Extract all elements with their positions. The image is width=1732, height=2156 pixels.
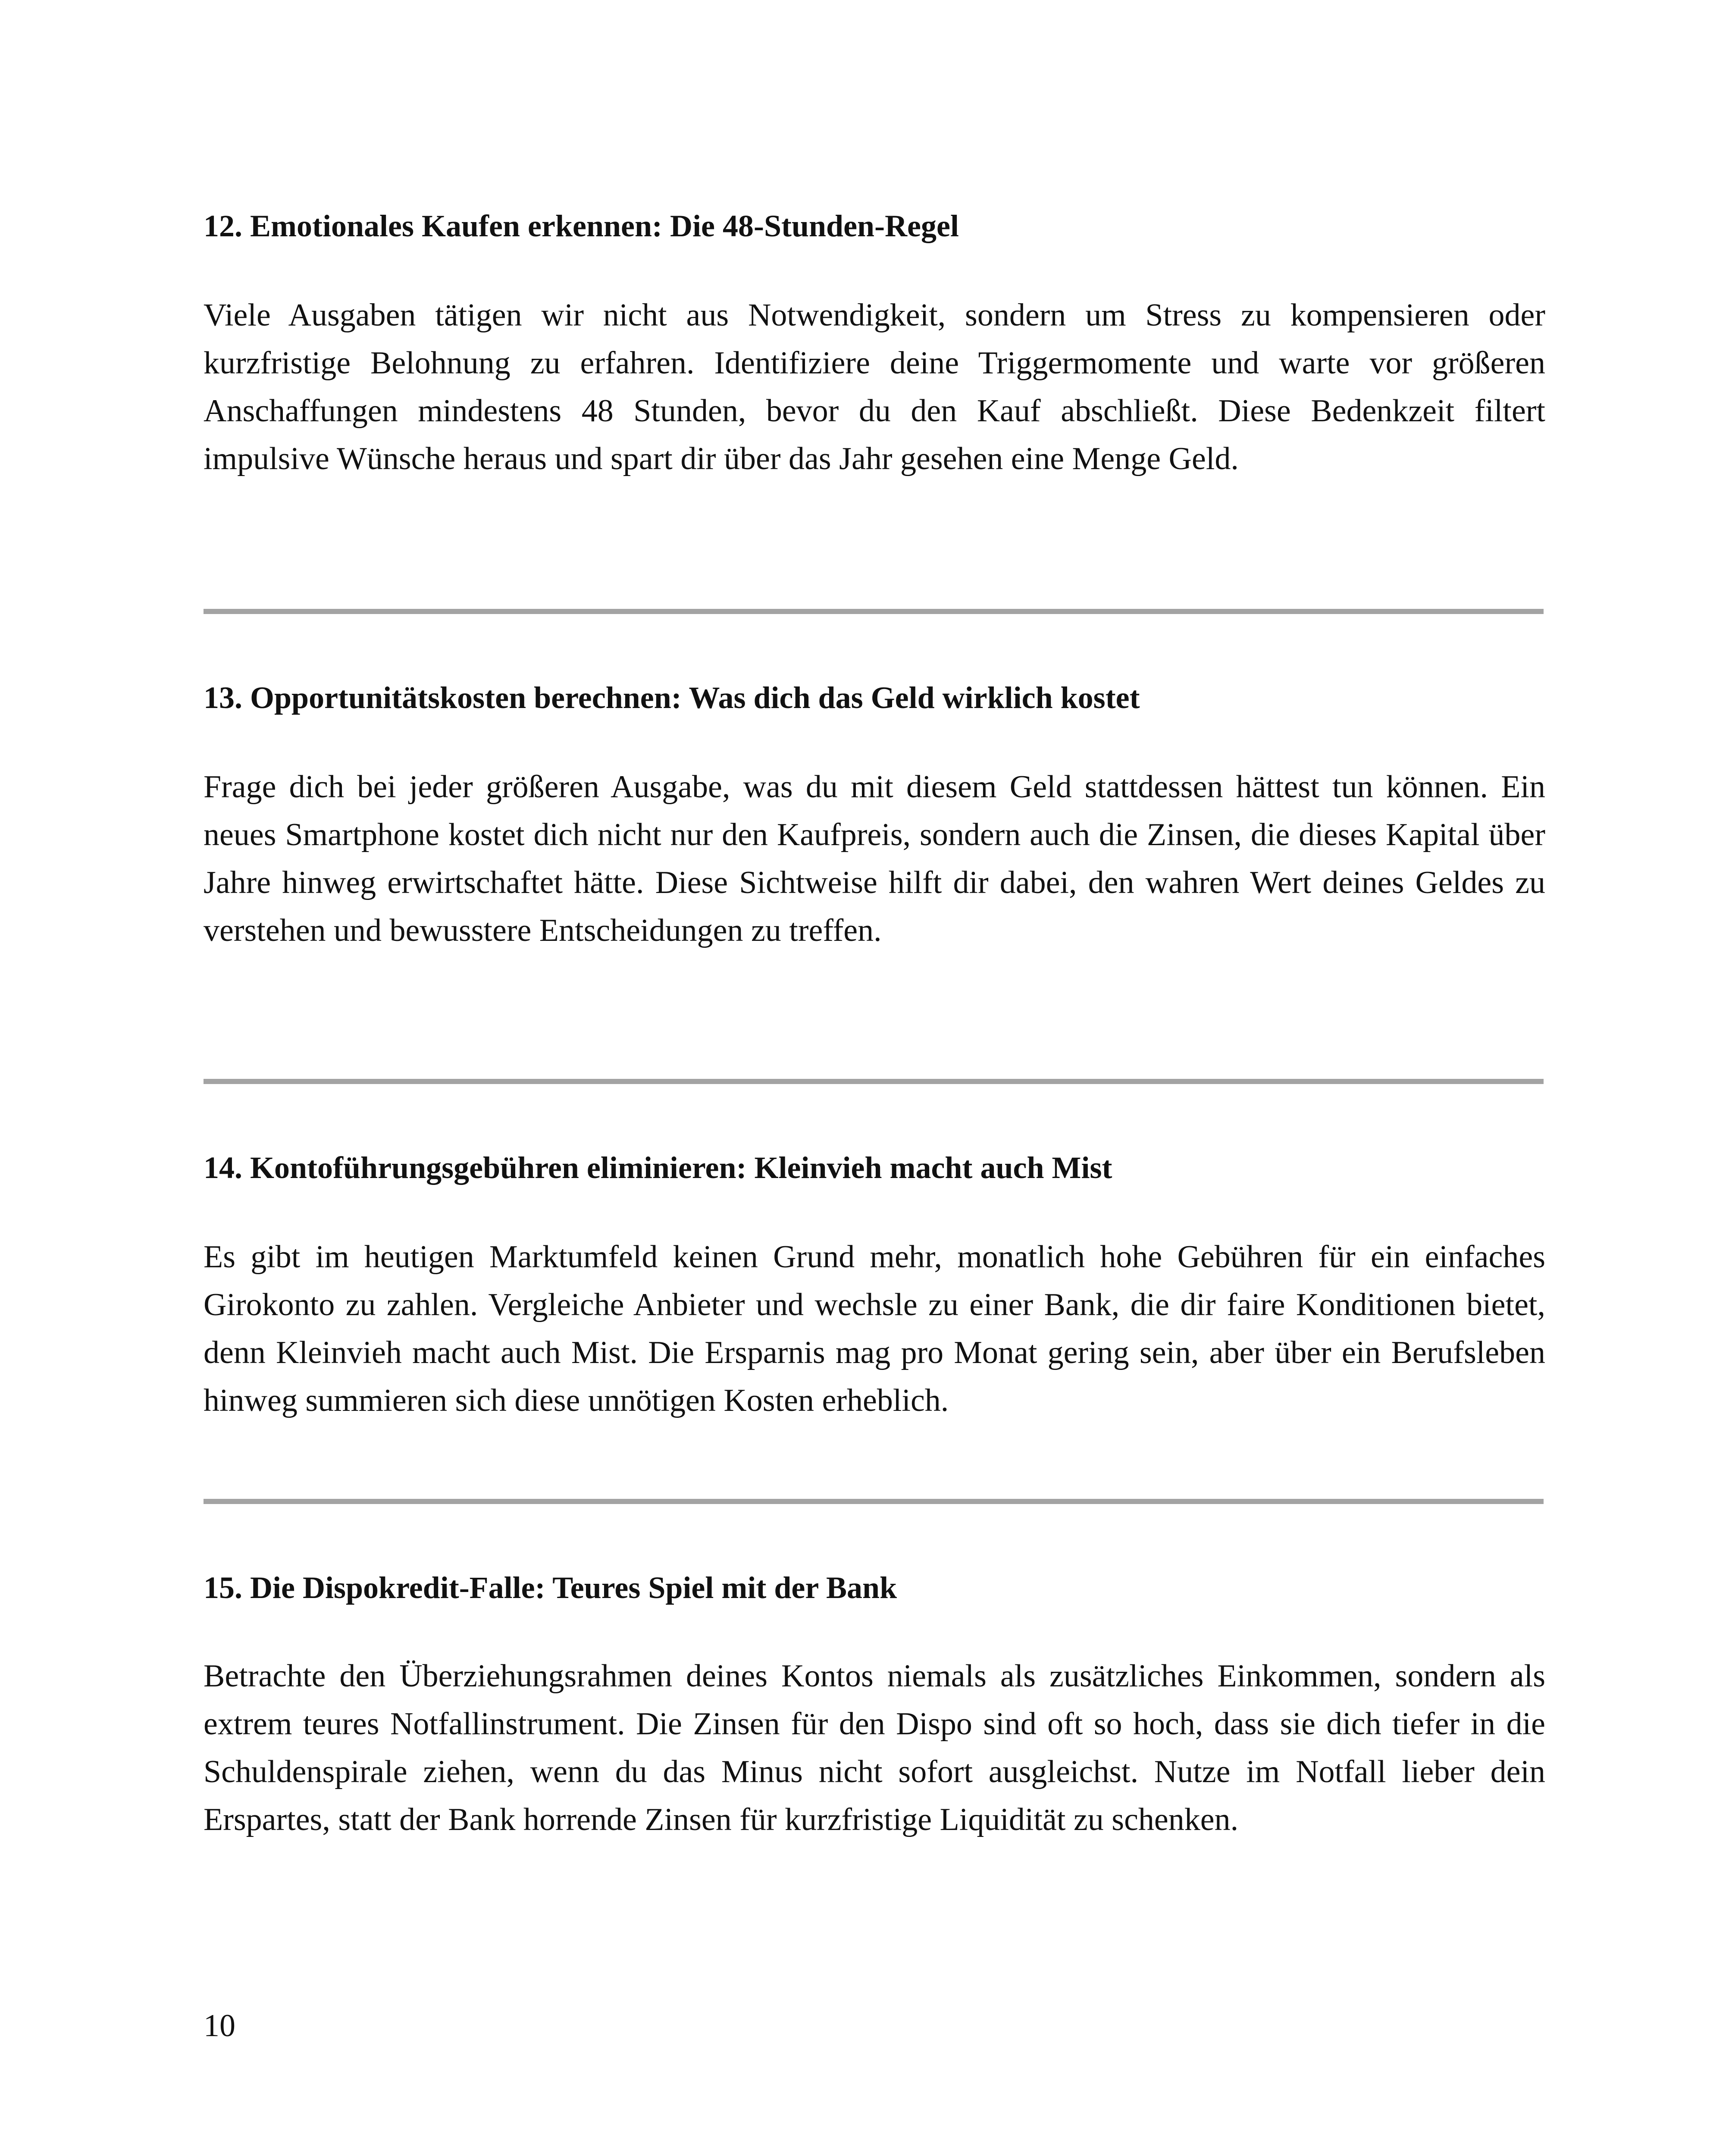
section-body-12: Viele Ausgaben tätigen wir nicht aus Notwendigkeit, sondern um Stress zu kompensieren oder kurzfristige Belohnung zu erfahren. Identifiziere deine Triggermomente und warte vor größeren Anschaffungen mindestens 48 Stunden, bevor du den Kauf abschließt. Diese Bedenkzeit filtert impulsive Wünsche heraus und spart dir über das Jahr gesehen eine Menge Geld. [204,298,1545,476]
section-divider [204,1499,1544,1504]
section-body-15: Betrachte den Überziehungsrahmen deines Kontos niemals als zusätzliches Einkommen, sondern als extrem teures Notfallinstrument. Die Zinsen für den Dispo sind oft so hoch, dass sie dich tiefer in die Schuldenspirale ziehen, wenn du das Minus nicht sofort ausgleichst. Nutze im Notfall lieber dein Erspartes, statt der Bank horrende Zinsen für kurzfristige Liquidität zu schenken. [204,1658,1545,1837]
section-heading-12: 12. Emotionales Kaufen erkennen: Die 48-Stunden-Regel [204,209,959,243]
section-body-14: Es gibt im heutigen Marktumfeld keinen Grund mehr, monatlich hohe Gebühren für ein einfaches Girokonto zu zahlen. Vergleiche Anbieter und wechsle zu einer Bank, die dir faire Konditionen bietet, denn Kleinvieh macht auch Mist. Die Ersparnis mag pro Monat gering sein, aber über ein Berufsleben hinweg summieren sich diese unnötigen Kosten erheblich. [204,1239,1545,1418]
section-body-13: Frage dich bei jeder größeren Ausgabe, was du mit diesem Geld stattdessen hättest tun können. Ein neues Smartphone kostet dich nicht nur den Kaufpreis, sondern auch die Zinsen, die dieses Kapital über Jahre hinweg erwirtschaftet hätte. Diese Sichtweise hilft dir dabei, den wahren Wert deines Geldes zu verstehen und bewusstere Entscheidungen zu treffen. [204,769,1545,948]
page-number: 10 [204,2008,235,2043]
section-heading-13: 13. Opportunitätskosten berechnen: Was dich das Geld wirklich kostet [204,680,1140,715]
section-heading-14: 14. Kontoführungsgebühren eliminieren: Kleinvieh macht auch Mist [204,1150,1112,1185]
section-heading-15: 15. Die Dispokredit-Falle: Teures Spiel mit der Bank [204,1570,897,1605]
section-divider [204,1079,1544,1084]
section-divider [204,609,1544,614]
